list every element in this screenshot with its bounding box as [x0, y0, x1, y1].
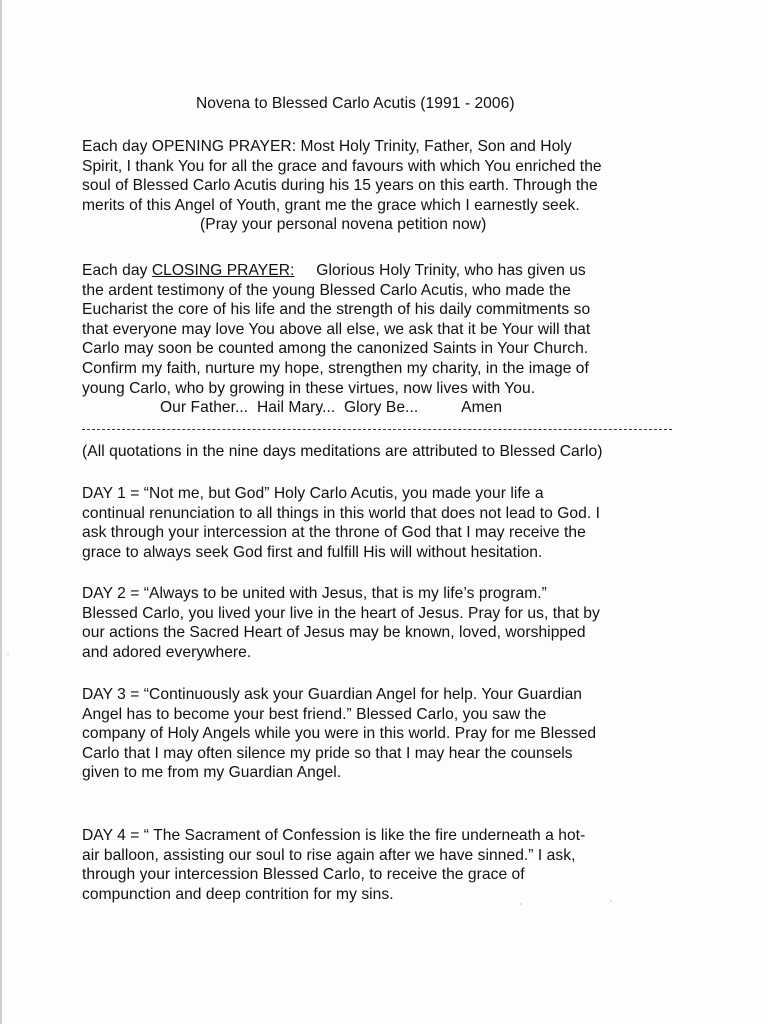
closing-line: Carlo may soon be counted among the canonized Saints in Your Church.	[82, 340, 589, 358]
day-line: Carlo that I may often silence my pride so that I may hear the counsels	[82, 744, 573, 762]
closing-line: that everyone may love You above all else, we ask that it be Your will that	[82, 320, 591, 338]
scan-speck	[520, 903, 522, 905]
closing-first-line	[82, 261, 674, 281]
scan-speck	[610, 900, 612, 902]
day-line: our actions the Sacred Heart of Jesus may be known, loved, worshipped	[82, 624, 586, 642]
day-line: Angel has to become your best friend.” Blessed Carlo, you saw the	[82, 705, 547, 723]
opening-line: Spirit, I thank You for all the grace and favours with which You enriched the	[82, 157, 602, 175]
closing-prefix: Each day	[82, 262, 152, 279]
opening-line: Each day OPENING PRAYER: Most Holy Trinity, Father, Son and Holy	[82, 138, 572, 155]
opening-line: soul of Blessed Carlo Acutis during his 15 years on this earth. Through the	[82, 177, 598, 195]
closing-prayers-list: Our Father... Hail Mary... Glory Be... Amen	[160, 399, 503, 417]
day-2-meditation	[82, 584, 674, 662]
day-line: DAY 3 = “Continuously ask your Guardian Angel for help. Your Guardian	[82, 686, 583, 703]
day-line: DAY 2 = “Always to be united with Jesus, that is my life’s program.”	[82, 585, 547, 602]
opening-prayer	[82, 137, 674, 235]
page-edge-shadow	[0, 0, 2, 1024]
day-1-meditation	[82, 484, 674, 562]
petition-note: (Pray your personal novena petition now)	[200, 216, 487, 234]
day-line: DAY 1 = “Not me, but God” Holy Carlo Acutis, you made your life a	[82, 485, 544, 502]
quotations-note	[82, 442, 674, 462]
day-line: ask through your intercession at the throne of God that I may receive the	[82, 524, 586, 542]
closing-line: Confirm my faith, nurture my hope, strengthen my charity, in the image of	[82, 359, 589, 377]
closing-line: young Carlo, who by growing in these virtues, now lives with You.	[82, 379, 536, 397]
day-4-meditation	[82, 826, 674, 904]
day-line: grace to always seek God first and fulfill His will without hesitation.	[82, 543, 543, 561]
day-line: continual renunciation to all things in this world that does not lead to God. I	[82, 504, 600, 522]
day-line: air balloon, assisting our soul to rise again after we have sinned.” I ask,	[82, 846, 576, 864]
document-title: Novena to Blessed Carlo Acutis (1991 - 2006)	[196, 95, 515, 112]
day-3-meditation	[82, 685, 674, 783]
dashed-divider	[82, 429, 672, 430]
closing-prayer	[82, 261, 674, 418]
day-line: Blessed Carlo, you lived your live in the heart of Jesus. Pray for us, that by	[82, 604, 600, 622]
day-line: DAY 4 = “ The Sacrament of Confession is like the fire underneath a hot-	[82, 827, 586, 844]
closing-first-text: Glorious Holy Trinity, who has given us	[294, 262, 586, 279]
day-line: company of Holy Angels while you were in this world. Pray for me Blessed	[82, 725, 597, 743]
closing-line: Eucharist the core of his life and the strength of his daily commitments so	[82, 301, 591, 319]
scan-speck	[7, 653, 9, 655]
closing-line: the ardent testimony of the young Blessed Carlo Acutis, who made the	[82, 281, 571, 299]
day-line: through your intercession Blessed Carlo, to receive the grace of	[82, 866, 525, 884]
day-line: and adored everywhere.	[82, 643, 252, 661]
day-line: compunction and deep contrition for my sins.	[82, 885, 394, 903]
closing-prayer-label: CLOSING PRAYER:	[151, 262, 295, 279]
day-line: given to me from my Guardian Angel.	[82, 764, 342, 782]
quotations-note-text: (All quotations in the nine days meditations are attributed to Blessed Carlo)	[82, 443, 603, 460]
opening-line: merits of this Angel of Youth, grant me the grace which I earnestly seek.	[82, 196, 580, 214]
